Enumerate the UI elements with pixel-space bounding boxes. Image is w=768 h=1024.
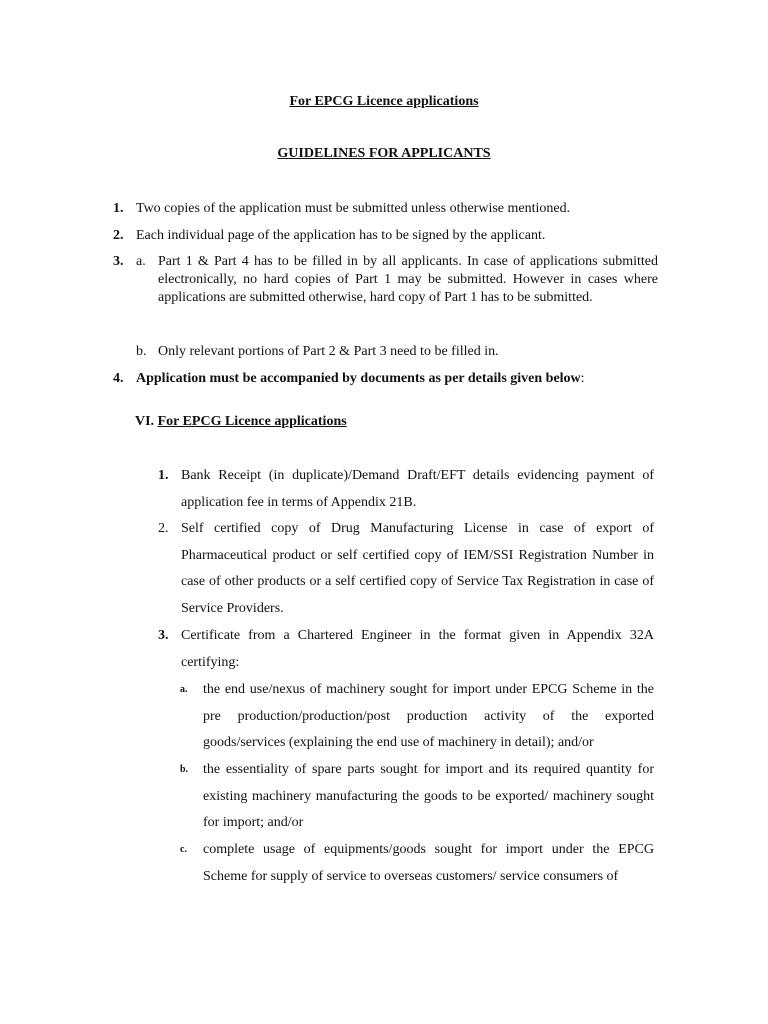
guideline-number: 1. — [113, 201, 124, 216]
list-item-text: Self certified copy of Drug Manufacturing License in case of export of Pharmaceutical product or self certified copy of IEM/SSI Registration Number in case of other products or a self certified copy of Service Tax Registration in case of Service Providers. — [181, 521, 654, 616]
section-number: VI. — [135, 414, 155, 429]
guideline-number: 2. — [113, 228, 124, 243]
list-item-text: Bank Receipt (in duplicate)/Demand Draft/EFT details evidencing payment of application fee in terms of Appendix 21B. — [181, 468, 654, 510]
document-page: For EPCG Licence applications GUIDELINES FOR APPLICANTS 1. Two copies of the application must be submitted unless otherwise mentioned. 2. Each individual page of the application has to be signed by the applicant. 3. a. Part 1 & Part 4 has to be filled in by all applicants. In case of applications submitted electronically, no hard copies of Part 1 may be submitted. However in cases where applications are submitted otherwise, hard copy of Part 1 has to be submitted. b. Only relevant portions of Part 2 & Part 3 need to be filled in. 4. Application must be accompanied by documents as per details given below: VI. For EPCG Licence applications 1. Bank Receipt (in duplicate)/Demand Draft/EFT details evidencing payment of application fee in terms of Appendix 21B. 2. Self certified copy of Drug Manufacturing License in case of export of Pharmaceutical product or self certified copy of IEM/SSI Registration Number in case of other products or a self certified copy of Service Tax Registration in case of Service Providers. 3. Certificate from a Chartered Engineer in the format given in Appendix 32A certifying: a. the end use/nexus of machinery sought for import under EPCG Scheme in the pre production/production/post production activity of the exported goods/services (explaining the end use of machinery in detail); and/or b. the essentiality of spare parts sought for import and its required quantity for existing machinery manufacturing the goods to be exported/ machinery sought for import; and/or c. complete usage of equipments/goods sought for import under the EPCG Scheme for supply of service to overseas customers/ service consumers of — [0, 0, 768, 1024]
guideline-sub-text: Part 1 & Part 4 has to be filled in by all applicants. In case of applications submitted electronically, no hard copies of Part 1 may be submitted. However in cases where applications are submitted otherwise, hard copy of Part 1 has to be submitted. — [158, 254, 658, 305]
guideline-sub-label: b. — [136, 344, 147, 359]
sub-list-item-text: the end use/nexus of machinery sought for import under EPCG Scheme in the pre production/production/post production activity of the exported goods/services (explaining the end use of machinery in detail); and/or — [203, 682, 654, 750]
document-title: For EPCG Licence applications — [289, 94, 479, 109]
guideline-number: 3. — [113, 254, 124, 269]
list-item-number: 1. — [158, 468, 169, 483]
sub-list-item-label: b. — [180, 764, 189, 775]
guideline-number: 4. — [113, 371, 124, 386]
sub-list-item-label: a. — [180, 684, 188, 695]
list-item-number: 3. — [158, 628, 169, 643]
guideline-text: Two copies of the application must be submitted unless otherwise mentioned. — [136, 201, 571, 216]
list-item-text: Certificate from a Chartered Engineer in the format given in Appendix 32A certifying: — [181, 628, 654, 670]
section-title: For EPCG Licence applications — [157, 414, 347, 429]
guideline-sub-label: a. — [136, 254, 146, 269]
sub-list-item-label: c. — [180, 844, 187, 855]
document-subtitle: GUIDELINES FOR APPLICANTS — [277, 146, 491, 161]
list-item-number: 2. — [158, 521, 169, 536]
sub-list-item-text: the essentiality of spare parts sought for import and its required quantity for existing machinery manufacturing the goods to be exported/ machinery sought for import; and/or — [203, 762, 654, 830]
section-heading — [135, 414, 347, 430]
guideline-text: Each individual page of the application has to be signed by the applicant. — [136, 228, 546, 243]
sub-list-item-text: complete usage of equipments/goods sought for import under the EPCG Scheme for supply of service to overseas customers/ service consumers of — [203, 842, 654, 884]
guideline-sub-text: Only relevant portions of Part 2 & Part 3 need to be filled in. — [158, 344, 499, 359]
guideline-text: Application must be accompanied by documents as per details given below — [136, 371, 581, 386]
